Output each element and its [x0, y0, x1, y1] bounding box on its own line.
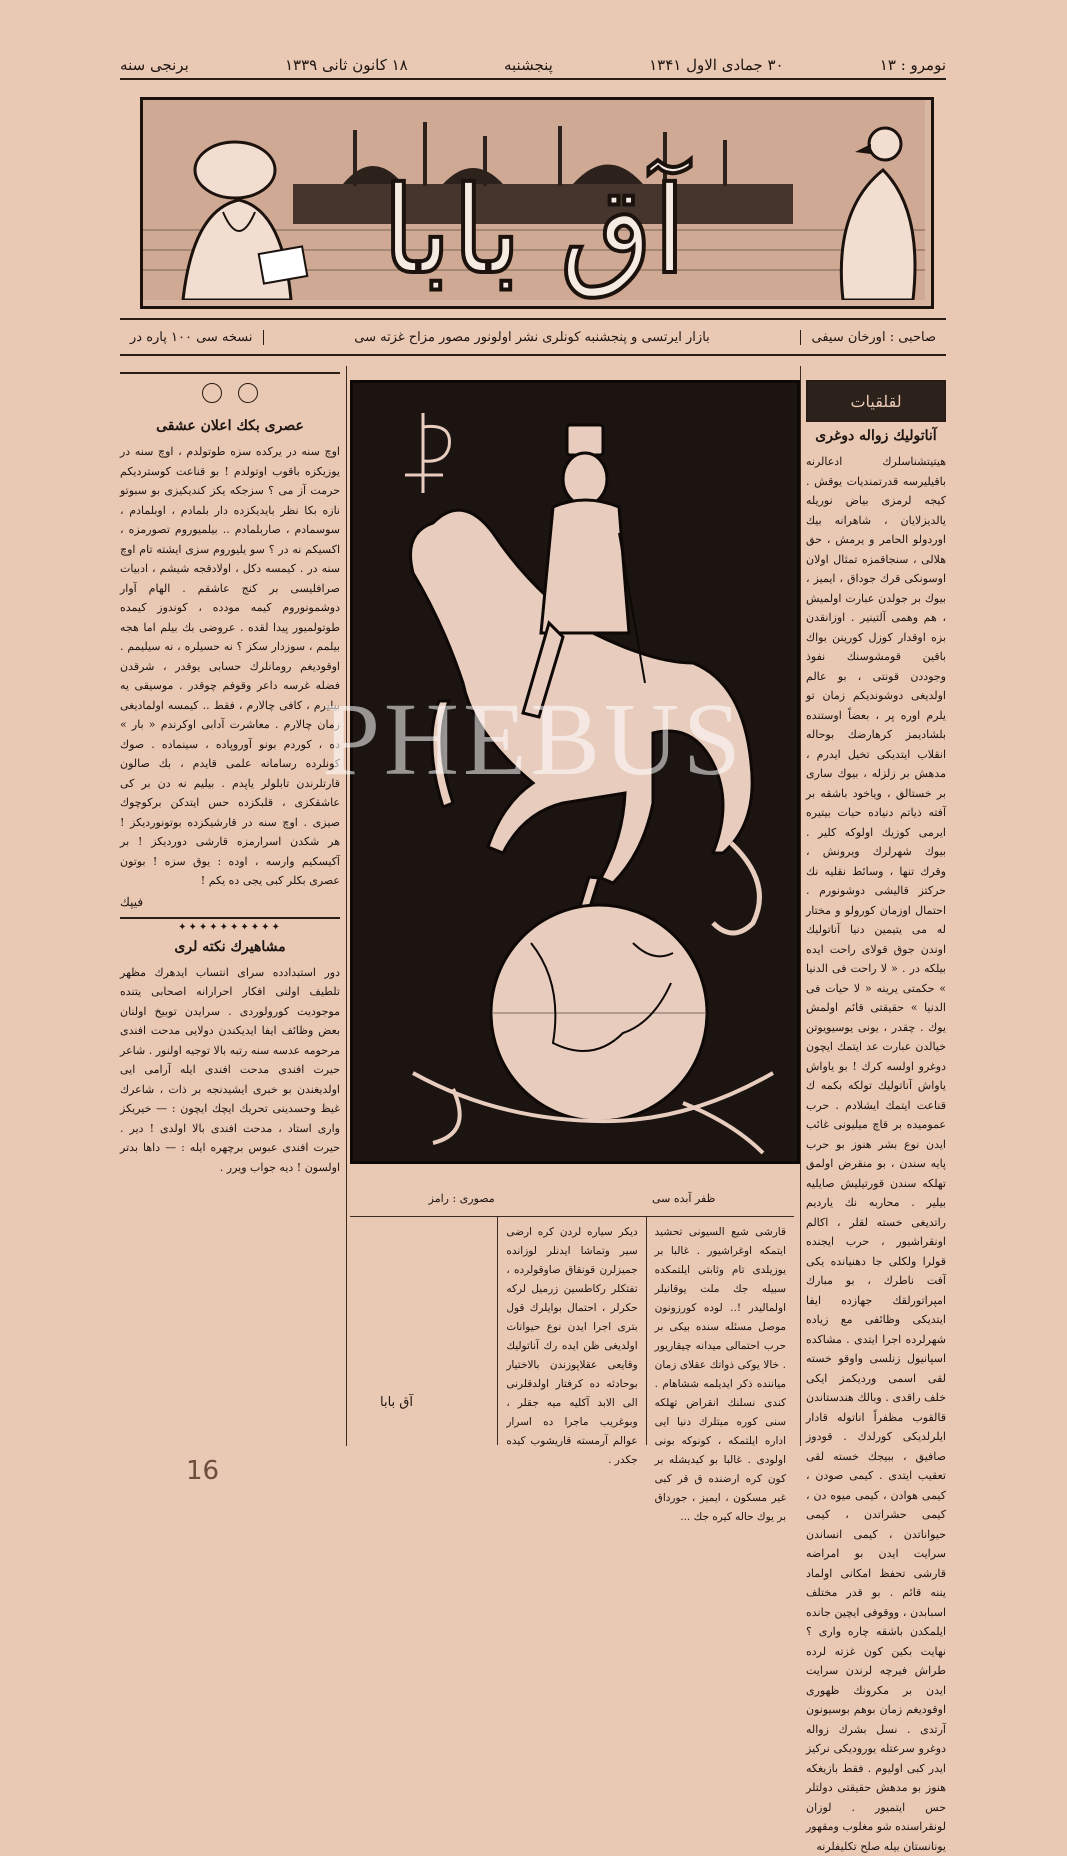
- continuation-column: قارشی شیع السیونی تحشید ایتمکه اوغراشیور . غالبا بر یوزیلدی تام وثابتی ایلتمکده سبیله جك ملت یوقانیلر اولمالیدر !.. لوده کورزونون موصل مسئله سنده بیکی بر حرب احتمالی میدانه چیقاریور . خالا یوکی ذواتك عقلای زمان میاننده ذکر ایدیلمه ششاهام . کندی نسلنك انقراض تهلکه سنی کوره میتلرك دنیا ایی اداره ایلتمکه ، کونوکه بونی اولودی . غالبا بو کیدیشله بر کون کره ارضنده ق قر کبی غیر مسکون ، ایمیز ، جورداق بر یوك حاله کیره جك ...: [654, 1226, 786, 1523]
- article-title: آناتولیك زواله دوغری: [815, 428, 937, 444]
- globe-figure: [491, 905, 707, 1121]
- face-ornament-icon: [238, 383, 258, 403]
- poem-title: عصری بکك اعلان عشقی: [156, 418, 304, 434]
- cartoon-artist-credit: مصوری : رامز: [428, 1192, 495, 1205]
- anecdotes-title: مشاهیرك نکته لری: [174, 938, 286, 955]
- continuation-column-empty: [350, 1217, 498, 1445]
- cartoon-caption-row: [350, 1192, 794, 1212]
- weekday: پنجشنبه: [503, 56, 553, 74]
- masthead: [140, 97, 934, 309]
- watermark: PHEBUS: [322, 682, 745, 797]
- gregorian-date: ۱۸ کانون ثانی ۱۳۳۹: [285, 56, 408, 74]
- right-column: [806, 372, 946, 1853]
- column-divider: [800, 366, 801, 1446]
- poem-body: اوچ سنه در یرکده سزه طوتولدم ، اوچ سنه در یوزیکزه باقوب اوتولدم ! بو قناعت کوستردیکم حرمت آز می ؟ سزجکه یکز کندیکیزی بو سبوتو نازه بکا نظر بایدیکزده دار بلمادم ، اوبلمادم ، سوسمادم ، صاربلمادم .. بیلمیوروم تصورمزه ، اکسیکم نه در ؟ سو یلیوروم سزی ایشته تام اوچ سنه در . کیمسه دکل ، اولادقجه شیشم ، ادبیات صرافلیسی بر کنج عاشقم . الهام آوار دوشمونوروم کیمه مودده ، کوندوز کیمده طوتولمیور پیدا لقده . عروضی بك بیلم اما هجه بیلمم ، سوزدار سکز ؟ نه حسیلره ، نه سیلیمم . اوقودیغم رومانلرك حسابی یوقدر ، شرقدن فضله غرسه داعر وقوفم چوقدر . موسیقی یه بیلیرم ، کافی چالارم ، فقط .. کیمسه اولمادیغی زمان چالارم . معاشرت آدابی اوکرندم « بار » ده ، کوردم بونو آوروپاده ، سینماده . صوك کونلرده رسامانه علمی قایدم ، بك صالون قارتلرندن تابلولر یاپدم . بیلیم نه دن بر کی عاشقکزی ، قلبکزده حس ایتدکن برکوچوك صیزی . اوچ سنه در قارشیکزده بوتونوردیکز ! هر شکدن اسرارمزه قارشی دوردیکز ! بر آکیسکیم وارسه ، اوده : یوق سزه ! بوتون عصری بکلر کبی یجی ده یکم !: [120, 445, 340, 887]
- issue-number: نومرو : ۱۳: [879, 56, 946, 74]
- anecdotes-body: دور استبدادده سرای انتساب ایدهرك مظهر تلطیف اولنی افکار احرارانه اصحابی یتنده موجودیت کورولوردی . سرایدن توبیخ اولنان بعض وظائف ایفا ایدیکندن دولایی مدحت افندی مرحومه عدسه سنه رتبه بالا توجیه اولنور . شاعر حیرت افندی مدحت افندی ایله آرامی ایی اولدیغندن بو خبری ایشیدنجه بر ذات ، شاعرك غیظ وحسدینی تحریك ایچك ایچون : — خیریکز واری استاد ، مدحت افندی بالا اولدی ! دیر . حیرت افندی عبوس برچهره ایله : — داها بدتر اولسون ! دیه جواب ویرر .: [120, 965, 340, 1174]
- column-divider: [346, 366, 347, 1446]
- header-bar: [120, 52, 946, 80]
- column-section-banner: [806, 380, 946, 422]
- pencil-page-note: 16: [186, 1456, 220, 1486]
- left-column: [120, 372, 340, 1447]
- publication-year: برنجی سنه: [120, 56, 189, 74]
- horseman-on-globe-drawing: [353, 383, 791, 1155]
- poem-header-ornament: [120, 372, 340, 412]
- article-body: هیتیتشناسلرك ادعالرنه باقیلیرسه قدرتمندیات یوقش . کیجه لرمزی بیاض نوریله یالدیزلایان ، شاهرانه بیك اوردولو الحامر و یرمش ، حق هلالی ، سنجاقمزه تمثال اولان اوسونکی قرك جوداق ، ایمیز ، بیوك بر جولدن عبارت اولمیش ، هم وهمی آلتینیر . اوزانقدن بزه اوقدار کوزل کورینن بواك باقین قومشوسنك نفوذ وجوددن قونتی ، بو عالم اولدیغی دوشوندیکم زمان تو یلرم اوره پر ، بعضاً اوستنده بلشادیمز کرهارضك بوحاله انقلاب ایتدیکی تخیل ایدرم ، مدهش بر زلزله ، بیوك ساری بر خستالق ، ویاخود باشقه بر آفته ذیاتم دنیاده حیات بیتیره ایرمی کوزیك اولوکه کلیر . بیوك شهرلرك ویرونش ، وقرك تنها ، وسائط نقلیه نك حرکتز قالیشی دوشونورم . احتمال اوزمان کورولو و مختار له می یتیمین دنیا آناتولیك اوندن جوق قولای راحت ایده بیلکه در . « لا راحت فی الدنیا » حکمتی یرینه « لا حیات فی الدنیا » حقیقتی قائم اولمش یوك . چقدر ، یونی یوسیویوتن خیالدن عبارت عد ایتمك ایچون دوغرو اولسه کرك ! بو یاواش یاواش آناتولیك تولکه بکمه ك قناعت ایتمك ایشلادم . حرب عمومیده بر قاچ میلیونی غائب ایدن نوع بشر هنوز بو حرب پایه سندن ، بو منقرض اولمق تهلکه سندن قورتیلیش صایلیه بیلیر . محاربه نك یاردیم راتدیغی خسته لقلر ، اکالم اونقراشیور ، حرب ایجنده قولرا ولکلی جا دهنیانده یکی آفت ناطرك ، بو مبارك امپراتورلقك جهازده ایفا ایتدیکی وظائفی مع زیاده شهرلرده اجرا ایتدی . مشاکده اسپانیول زنلسی واوقو خسته لقی اسمی وردیکمز ایکی خلف راقدی . وبالك هندستاندن قالقوب مظفراً اناتوله قادار ایلرلدیکی کورلدك . قودوز صافیق ، ببیجك خسته لقی تعقیب ایتدی . کیمی صودن ، کیمی هوادن ، کیمی میوه دن ، کیمی حشراتدن ، کیمی حیواناتدن ، کیمی انساندن سرایت ایدن بو امراضه قارشی تحفظ امکانی اولماد یننه قائم . بو قدر مختلف اسبابدن ، ووقوفی ایچین جانده ایلمکدن باشقه چاره واری ؟ نهایت بکین کون غزته لرده طراش فیرچه لرندن سرایت ایدن بر مکرونك ظهوری اوقودیغم زمان بوهم بوسیونون آرتدی . نسل بشرك زواله دوغرو سرعتله یورودیکی نرکیز ایدر کبی اولیوم . فقط بازیغکه هنوز بو مدهش حقیقتی دولتلر حس ایتمیور . لوزان لونقراسنده شو مغلوب ومقهور یونانستان بیله صلح تکلیفلرنه: [806, 455, 946, 1853]
- face-ornament-icon: [202, 383, 222, 403]
- hijri-date: ۳۰ جمادی الاول ۱۳۴۱: [649, 56, 784, 74]
- masthead-illustration: [143, 100, 925, 300]
- article-continuation: [350, 1216, 794, 1523]
- owner-line: صاحبی : اورخان سیفی: [811, 329, 936, 345]
- star-rule-ornament: ✦✦✦✦✦✦✦✦✦✦: [120, 917, 340, 933]
- masthead-title: آق بابا: [381, 162, 687, 300]
- schedule-line: بازار ایرتسی و پنجشنبه کونلری نشر اولونور مصور مزاح غزته سی: [263, 330, 802, 345]
- subheader-bar: [120, 318, 946, 356]
- cartoon-illustration: [350, 380, 800, 1164]
- poem-signature: فیپك: [120, 894, 144, 909]
- article-signature: آق بابا: [380, 1395, 413, 1410]
- cartoon-caption: ظفر آبده سی: [651, 1192, 716, 1205]
- section-banner-label: لقلقیات: [850, 391, 902, 411]
- continuation-column: دیکر سیاره لردن کره ارضی سیر وتماشا ایدنلر لوزانده جمیزلرن قونقاق صاوقولرده ، تفتکلر رکاطسین زرمیل لرکه حکرلر ، احتمال بوایلرك قول بتری اجرا ایدن نوع حیوانات اولدیغی ظن ایده رك آناتولیك وقایعی عقلاپوزندن بالاختیار بوحادثه ده کرفتار اولدقلرنی الی الابد آکلیه میه جقلر ، وبوغریب ماجرا ده اسرار عوالم آرمسته قاریشوب کیده جکدر .: [498, 1217, 646, 1445]
- price-line: نسخه سی ۱۰۰ پاره در: [130, 329, 253, 345]
